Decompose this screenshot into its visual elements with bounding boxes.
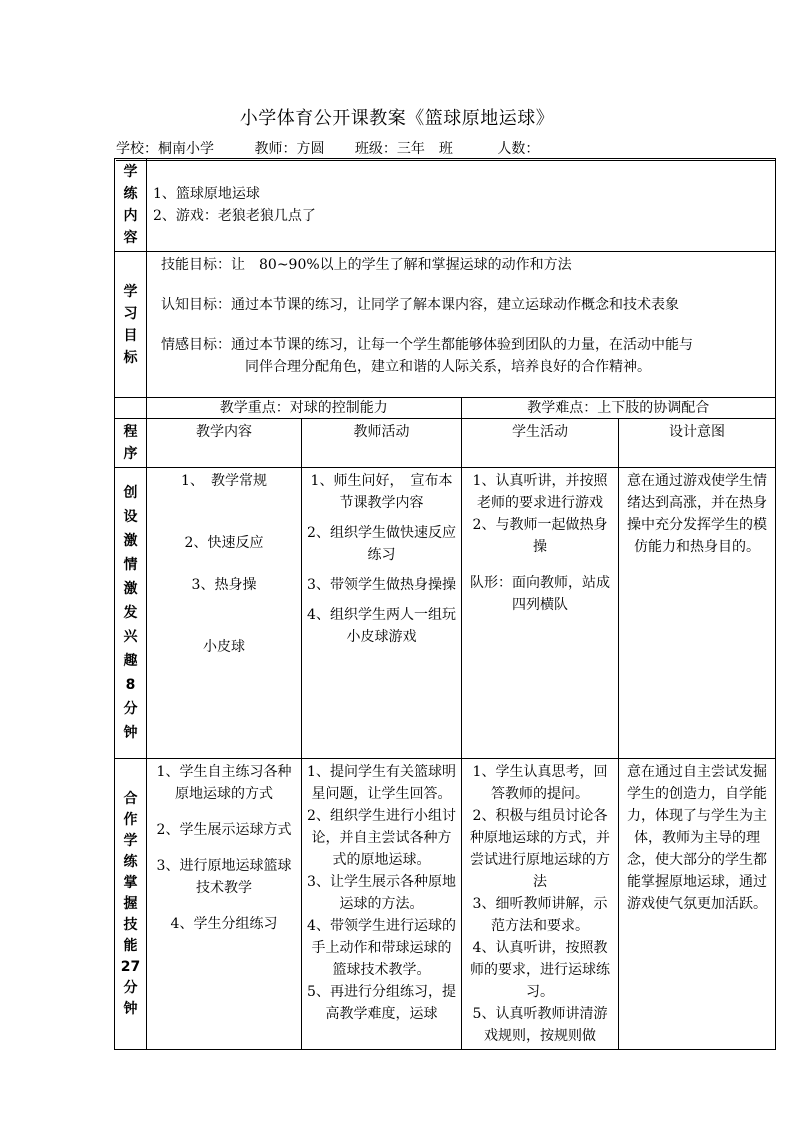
- section2-student-item: 5、认真听教师讲清游戏规则，按规则做: [472, 1006, 608, 1044]
- section1-teacher-item: 1、师生问好， 宣布本节课教学内容: [310, 473, 453, 511]
- section1-content-item: 小皮球: [203, 639, 245, 655]
- section1-content-item: 2、快速反应: [184, 535, 264, 551]
- keypoints-spacer: [115, 398, 147, 419]
- section1-teacher: [302, 468, 462, 759]
- section1-student: [462, 468, 619, 759]
- section2-content-item: 1、学生自主练习各种原地运球的方式: [156, 764, 292, 802]
- goals-section-body: [147, 252, 776, 398]
- content-item: 2、游戏：老狼老狼几点了: [153, 208, 316, 224]
- section2-content-item: 4、学生分组练习: [170, 916, 278, 932]
- col-student: 学生活动: [462, 419, 619, 468]
- section2-teacher-item: 5、再进行分组练习，提高教学难度，运球: [307, 984, 456, 1022]
- section2-student: [462, 759, 619, 1050]
- school-label: 学校：桐南小学: [116, 141, 214, 157]
- keypoints-row: [147, 398, 776, 419]
- section1-label: 创设激情激发兴趣8分钟: [115, 468, 147, 759]
- teaching-difficulty: 教学难点：上下肢的协调配合: [527, 400, 710, 416]
- emotion-goal-line2: 同伴合理分配角色，建立和谐的人际关系，培养良好的合作精神。: [245, 359, 651, 375]
- section1-teacher-item: 3、带领学生做热身操操: [307, 577, 456, 593]
- class-label: 班级：三年 班: [354, 141, 453, 157]
- section2-teacher-item: 1、提问学生有关篮球明星问题，让学生回答。: [307, 764, 456, 802]
- col-procedure: 程序: [115, 419, 147, 468]
- page-title: 小学体育公开课教案《篮球原地运球》: [239, 108, 555, 129]
- section1-content-item: 1、 教学常规: [181, 473, 267, 489]
- section2-content-item: 3、进行原地运球篮球技术教学: [156, 858, 292, 896]
- content-item: 1、篮球原地运球: [153, 186, 260, 202]
- section2-teacher-item: 3、让学生展示各种原地运球的方法。: [307, 874, 456, 912]
- col-content: 教学内容: [147, 419, 302, 468]
- section1-teacher-item: 2、组织学生做快速反应练习: [307, 525, 456, 563]
- count-label: 人数：: [497, 141, 540, 157]
- teacher-label: 教师：方圆: [254, 141, 325, 157]
- content-section-body: [147, 159, 776, 252]
- section2-student-item: 1、学生认真思考，回答教师的提问。: [472, 764, 608, 802]
- section2-teacher-item: 2、组织学生进行小组讨论，并自主尝试各种方式的原地运球。: [307, 808, 456, 868]
- section2-content: [147, 759, 302, 1050]
- section2-content-item: 2、学生展示运球方式: [156, 822, 292, 838]
- section1-content-item: 3、热身操: [191, 577, 257, 593]
- teaching-focus: 教学重点：对球的控制能力: [147, 398, 462, 418]
- section1-content: [147, 468, 302, 759]
- section2-student-item: 3、细听教师讲解，示范方法和要求。: [472, 896, 608, 934]
- section1-student-item: 2、与教师一起做热身操: [472, 517, 608, 555]
- cognitive-goal: 认知目标：通过本节课的练习，让同学了解本课内容，建立运球动作概念和技术表象: [161, 297, 679, 313]
- section2-label: 合作学练掌握技能27分钟: [115, 759, 147, 1050]
- section2-intent: 意在通过自主尝试发掘学生的创造力，自学能力，体现了与学生为主体，教师为主导的理念，使大部分的学生都能掌握原地运球，通过游戏使气氛更加活跃。: [619, 759, 776, 1050]
- skill-goal: 技能目标：让 80~90%以上的学生了解和掌握运球的动作和方法: [161, 257, 572, 273]
- col-teacher: 教师活动: [302, 419, 462, 468]
- section2-student-item: 4、认真听讲，按照教师的要求，进行运球练习。: [470, 940, 610, 1000]
- goals-section-label: 学习目标: [115, 252, 147, 398]
- lesson-plan-table: [114, 158, 776, 1050]
- section1-student-item: 1、认真听讲，并按照老师的要求进行游戏: [472, 473, 608, 511]
- emotion-goal-line1: 情感目标：通过本节课的练习，让每一个学生都能够体验到团队的力量，在活动中能与: [161, 337, 693, 353]
- section1-intent: 意在通过游戏使学生情绪达到高涨，并在热身操中充分发挥学生的模仿能力和热身目的。: [619, 468, 776, 759]
- section1-student-item: 队形：面向教师，站成四列横队: [470, 575, 610, 613]
- section2-teacher: [302, 759, 462, 1050]
- section2-student-item: 2、积极与组员讨论各种原地运球的方式，并尝试进行原地运球的方法: [470, 808, 610, 890]
- content-section-label: 学练内容: [115, 159, 147, 252]
- section1-teacher-item: 4、组织学生两人一组玩小皮球游戏: [307, 607, 456, 645]
- col-intent: 设计意图: [619, 419, 776, 468]
- section2-teacher-item: 4、带领学生进行运球的手上动作和带球运球的篮球技术教学。: [307, 918, 456, 978]
